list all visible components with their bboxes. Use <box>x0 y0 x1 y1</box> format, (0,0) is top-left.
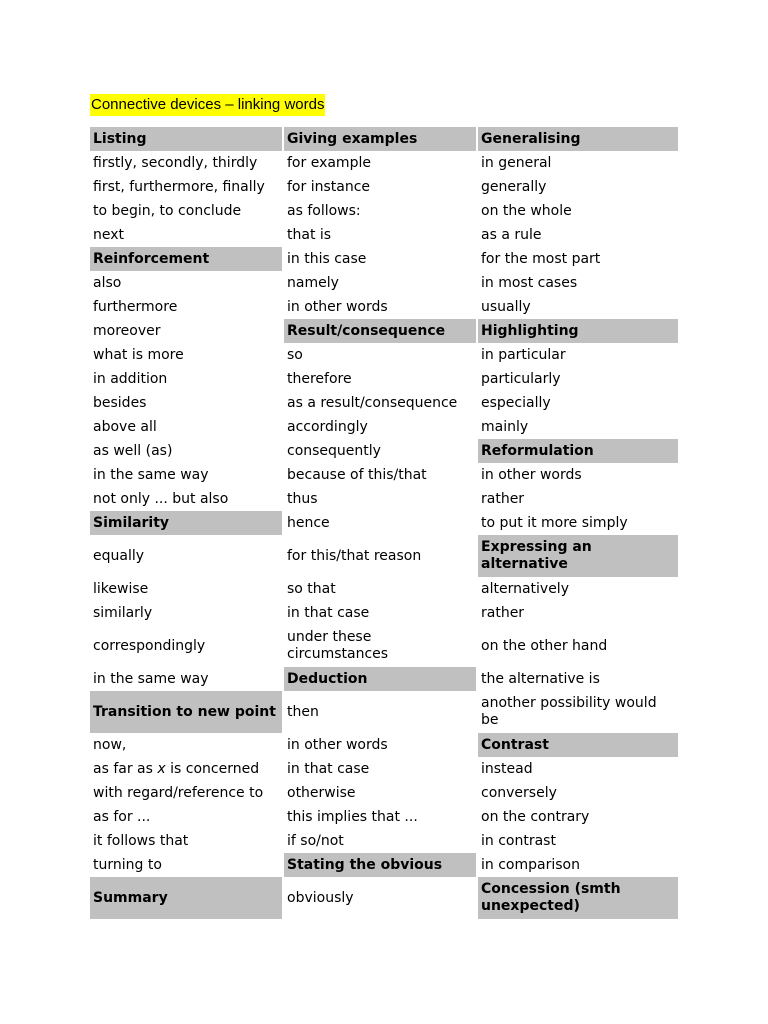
linking-word-cell: alternatively <box>478 577 678 601</box>
category-heading: Concession (smth unexpected) <box>478 877 678 919</box>
linking-word-cell: in the same way <box>90 667 284 691</box>
table-row <box>90 127 678 151</box>
table-row <box>90 805 678 829</box>
table-row <box>90 343 678 367</box>
linking-word-cell: in that case <box>284 601 478 625</box>
linking-word-cell: particularly <box>478 367 678 391</box>
page-title: Connective devices – linking words <box>90 94 325 116</box>
linking-word-cell: with regard/reference to <box>90 781 284 805</box>
table-row <box>90 175 678 199</box>
table-row <box>90 667 678 691</box>
linking-word-cell: then <box>284 691 478 733</box>
linking-word-cell: next <box>90 223 284 247</box>
linking-word-cell: above all <box>90 415 284 439</box>
linking-word-cell: mainly <box>478 415 678 439</box>
table-row <box>90 733 678 757</box>
linking-word-cell: therefore <box>284 367 478 391</box>
linking-word-cell: on the other hand <box>478 625 678 667</box>
linking-word-cell: in most cases <box>478 271 678 295</box>
linking-word-cell: to begin, to conclude <box>90 199 284 223</box>
linking-word-cell: in that case <box>284 757 478 781</box>
table-row <box>90 601 678 625</box>
linking-word-cell: correspondingly <box>90 625 284 667</box>
linking-word-cell: in general <box>478 151 678 175</box>
linking-word-cell: in this case <box>284 247 478 271</box>
linking-word-cell: in addition <box>90 367 284 391</box>
linking-word-cell: in contrast <box>478 829 678 853</box>
linking-word-cell: also <box>90 271 284 295</box>
table-row <box>90 877 678 919</box>
linking-word-cell: obviously <box>284 877 478 919</box>
category-heading: Result/consequence <box>284 319 478 343</box>
table-row <box>90 439 678 463</box>
table-row <box>90 223 678 247</box>
linking-word-cell: as a result/consequence <box>284 391 478 415</box>
linking-word-cell: to put it more simply <box>478 511 678 535</box>
table-row <box>90 691 678 733</box>
table-row <box>90 829 678 853</box>
linking-word-cell: for instance <box>284 175 478 199</box>
linking-word-cell: especially <box>478 391 678 415</box>
linking-word-cell: usually <box>478 295 678 319</box>
linking-word-cell: in comparison <box>478 853 678 877</box>
table-row <box>90 295 678 319</box>
linking-word-cell: on the whole <box>478 199 678 223</box>
linking-word-cell: so <box>284 343 478 367</box>
category-heading: Contrast <box>478 733 678 757</box>
linking-word-cell: as far as x is concerned <box>90 757 284 781</box>
linking-word-cell: hence <box>284 511 478 535</box>
linking-word-cell: consequently <box>284 439 478 463</box>
linking-word-cell: in other words <box>478 463 678 487</box>
category-heading: Similarity <box>90 511 284 535</box>
linking-word-cell: rather <box>478 487 678 511</box>
linking-word-cell: conversely <box>478 781 678 805</box>
table-row <box>90 511 678 535</box>
linking-word-cell: as for ... <box>90 805 284 829</box>
linking-word-cell: it follows that <box>90 829 284 853</box>
linking-word-cell: the alternative is <box>478 667 678 691</box>
linking-word-cell: besides <box>90 391 284 415</box>
table-row <box>90 319 678 343</box>
table-row <box>90 781 678 805</box>
linking-word-cell: in particular <box>478 343 678 367</box>
linking-word-cell: similarly <box>90 601 284 625</box>
table-row <box>90 151 678 175</box>
table-row <box>90 463 678 487</box>
linking-word-cell: in the same way <box>90 463 284 487</box>
linking-word-cell: moreover <box>90 319 284 343</box>
linking-word-cell: if so/not <box>284 829 478 853</box>
linking-word-cell: likewise <box>90 577 284 601</box>
table-row <box>90 247 678 271</box>
linking-word-cell: furthermore <box>90 295 284 319</box>
linking-word-cell: as a rule <box>478 223 678 247</box>
linking-word-cell: instead <box>478 757 678 781</box>
linking-word-cell: accordingly <box>284 415 478 439</box>
linking-word-cell: equally <box>90 535 284 577</box>
linking-word-cell: so that <box>284 577 478 601</box>
linking-word-cell: on the contrary <box>478 805 678 829</box>
category-heading: Stating the obvious <box>284 853 478 877</box>
linking-word-cell: that is <box>284 223 478 247</box>
table-row <box>90 367 678 391</box>
table-row <box>90 853 678 877</box>
table-row <box>90 757 678 781</box>
linking-word-cell: as well (as) <box>90 439 284 463</box>
table-row <box>90 625 678 667</box>
linking-word-cell: not only ... but also <box>90 487 284 511</box>
category-heading: Generalising <box>478 127 678 151</box>
linking-word-cell: for this/that reason <box>284 535 478 577</box>
table-row <box>90 415 678 439</box>
linking-word-cell: thus <box>284 487 478 511</box>
table-row <box>90 391 678 415</box>
linking-word-cell: what is more <box>90 343 284 367</box>
category-heading: Highlighting <box>478 319 678 343</box>
category-heading: Reformulation <box>478 439 678 463</box>
linking-word-cell: turning to <box>90 853 284 877</box>
linking-word-cell: because of this/that <box>284 463 478 487</box>
table-row <box>90 271 678 295</box>
linking-word-cell: first, furthermore, finally <box>90 175 284 199</box>
linking-word-cell: firstly, secondly, thirdly <box>90 151 284 175</box>
category-heading: Listing <box>90 127 284 151</box>
table-row <box>90 577 678 601</box>
linking-word-cell: in other words <box>284 295 478 319</box>
category-heading: Transition to new point <box>90 691 284 733</box>
table-row <box>90 199 678 223</box>
category-heading: Giving examples <box>284 127 478 151</box>
table-row <box>90 487 678 511</box>
category-heading: Expressing an alternative <box>478 535 678 577</box>
linking-word-cell: for the most part <box>478 247 678 271</box>
linking-word-cell: as follows: <box>284 199 478 223</box>
category-heading: Summary <box>90 877 284 919</box>
linking-word-cell: namely <box>284 271 478 295</box>
linking-word-cell: another possibility would be <box>478 691 678 733</box>
linking-word-cell: generally <box>478 175 678 199</box>
linking-word-cell: now, <box>90 733 284 757</box>
table-row <box>90 535 678 577</box>
linking-words-table <box>90 127 678 919</box>
linking-word-cell: otherwise <box>284 781 478 805</box>
category-heading: Reinforcement <box>90 247 284 271</box>
table-body <box>90 127 678 919</box>
linking-word-cell: for example <box>284 151 478 175</box>
category-heading: Deduction <box>284 667 478 691</box>
linking-word-cell: this implies that ... <box>284 805 478 829</box>
linking-word-cell: rather <box>478 601 678 625</box>
linking-word-cell: in other words <box>284 733 478 757</box>
linking-word-cell: under these circumstances <box>284 625 478 667</box>
